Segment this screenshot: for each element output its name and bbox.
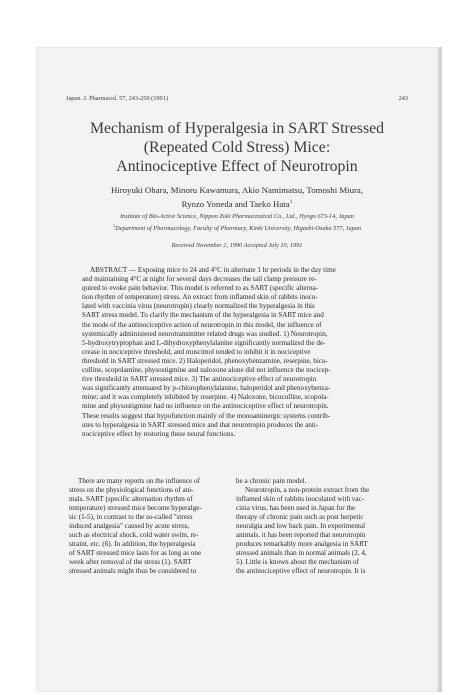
text-line: animals, it has been reported that neurotropin [236,531,366,540]
affiliation-mark: 1 [289,198,293,205]
abstract [82,266,400,439]
text-line: be a chronic pain model. [236,477,307,485]
text-line: and maintaining 4°C at night for several days decreases the tail clamp pressure re- [82,275,317,284]
article-title [36,119,438,176]
title-line: (Repeated Cold Stress) Mice: [143,139,331,156]
text-line: nociceptive effect by restoring these neural functions. [82,429,236,438]
authors-line [36,197,438,210]
title-line: Mechanism of Hyperalgesia in SART Stressed [89,120,385,137]
text-line: week after removal of the stress (1). SART [69,558,192,567]
text-line: systemically administered neurotransmitter related drugs was studied. 1) Neurotropin, [82,329,328,338]
text-line: Neurotropin, a non-protein extract from the [245,486,370,495]
text-line: stress on the physiological functions of ani- [69,486,194,495]
text-line: There are many reports on the influence of [78,477,200,485]
affiliations [36,213,438,233]
text-line: therapy of chronic pain such as post herpetic [236,513,364,522]
authors-line-text: Ryozo Yoneda and Taeko Hata [181,198,290,209]
text-line: mine and physostigmine had no influence on the antinociceptive effect of neurotropin. [82,402,329,411]
text-line: induced analgesia" caused by acute stress, [69,522,190,531]
text-line: lated with vaccinia virus (neurotropin) clearly normalized the hyperalgesia in this [82,302,315,311]
text-line: SART stress model. To clarify the mechanism of the hyperalgesia in SART mice and [82,311,324,320]
page-edge-shadow [438,47,442,692]
text-line: of SART stressed mice lasts for as long as one [69,549,202,558]
title-line: Antinociceptive Effect of Neurotropin [116,158,358,175]
affiliation-line: Institute of Bio-Active Science, Nippon Zoki Pharmaceutical Co., Ltd., Hyogo 673-14, Japan [120,213,354,220]
text-line: produces remarkably more analgesia in SART [236,540,368,549]
body-column-right [236,477,406,577]
text-line: These results suggest that hypofunction mainly of the monoaminergic systems contrib- [82,411,331,420]
text-line: cinia virus, has been used in Japan for the [236,504,356,513]
journal-citation: Japan. J. Pharmacol. 57, 243-250 (1991) [66,95,168,102]
text-line: crease in nociceptive threshold, and muscimol tended to inhibit it in nociceptive [82,347,311,356]
received-dates: Received November 2, 1990 Accepted July 10, 1991 [171,242,303,249]
affiliation-line-text: Department of Pharmacology, Faculty of Pharmacy, Kinki University, Higashi-Osaka 577, Japan [115,224,362,232]
text-line: utes to hyperalgesia in SART stressed mice and that neurotropin produces the anti- [82,420,319,429]
text-line: the antinociceptive effect of neurotropin. It is [236,567,366,576]
running-head [66,95,408,102]
text-line: the mode of the antinociceptive action of neurotropin in this model, the influence of [82,320,322,329]
text-line: tive threshold in SART stressed mice. 3) The antinociceptive effect of neurotropin [82,375,317,384]
text-line: inflamed skin of rabbits inoculated with vac- [236,495,365,504]
text-line: sic (1-5), in contrast to the so-called "stress [69,513,193,522]
text-line: culline, scopolamine, physostigmine and naloxone alone did not influence the nocicep- [82,366,331,375]
text-line: stressed animals might thus be considered to [69,567,197,576]
text-line: mals. SART (specific alternation rhythm of [69,495,193,504]
text-line: ABSTRACT — Exposing mice to 24 and 4°C in alternate 1 hr periods in the day time [90,266,336,274]
authors-line: Hiroyuki Ohara, Minoru Kawamura, Akio Namimatsu, Tomoshi Miura, [110,185,364,195]
text-line: stressed animals than in normal animals (2, 4, [236,549,367,558]
text-line: was significantly attenuated by p-chlorophenylalanine, haloperidol and phenoxybenza- [82,384,331,393]
text-line: tion rhythm of temperature) stress. An extract from inflamed skin of rabbits inocu- [82,293,318,302]
text-line: threshold in SART stressed mice. 2) Haloperidol, phenoxybenzamine, reserpine, bicu- [82,356,328,365]
text-line: straint, etc. (6). In addition, the hyperalgesia [69,540,196,549]
affiliation-mark: 1 [112,222,116,228]
text-line: such as electrical shock, cold water swim, re- [69,531,199,540]
body-column-left [69,477,239,577]
affiliation-line [36,222,438,234]
page-number: 243 [398,95,408,102]
text-line: neuralgia and low back pain. In experimental [236,522,366,531]
text-line: 5-hydroxytryptophan and L-dihydroxyphenylalanine significantly normalized the de- [82,338,326,347]
text-line: 5). Little is known about the mechanism of [236,558,359,567]
author-list [36,185,438,210]
text-line: quired to evoke pain behavior. This model is referred to as SART (specific alterna- [82,284,319,293]
text-line: mine; and it was completely inhibited by reserpine. 4) Naloxone, bicuculline, scopola- [82,393,329,402]
text-line: temperature) stressed mice become hyperalge- [69,504,202,513]
paper-sheet [36,47,438,692]
